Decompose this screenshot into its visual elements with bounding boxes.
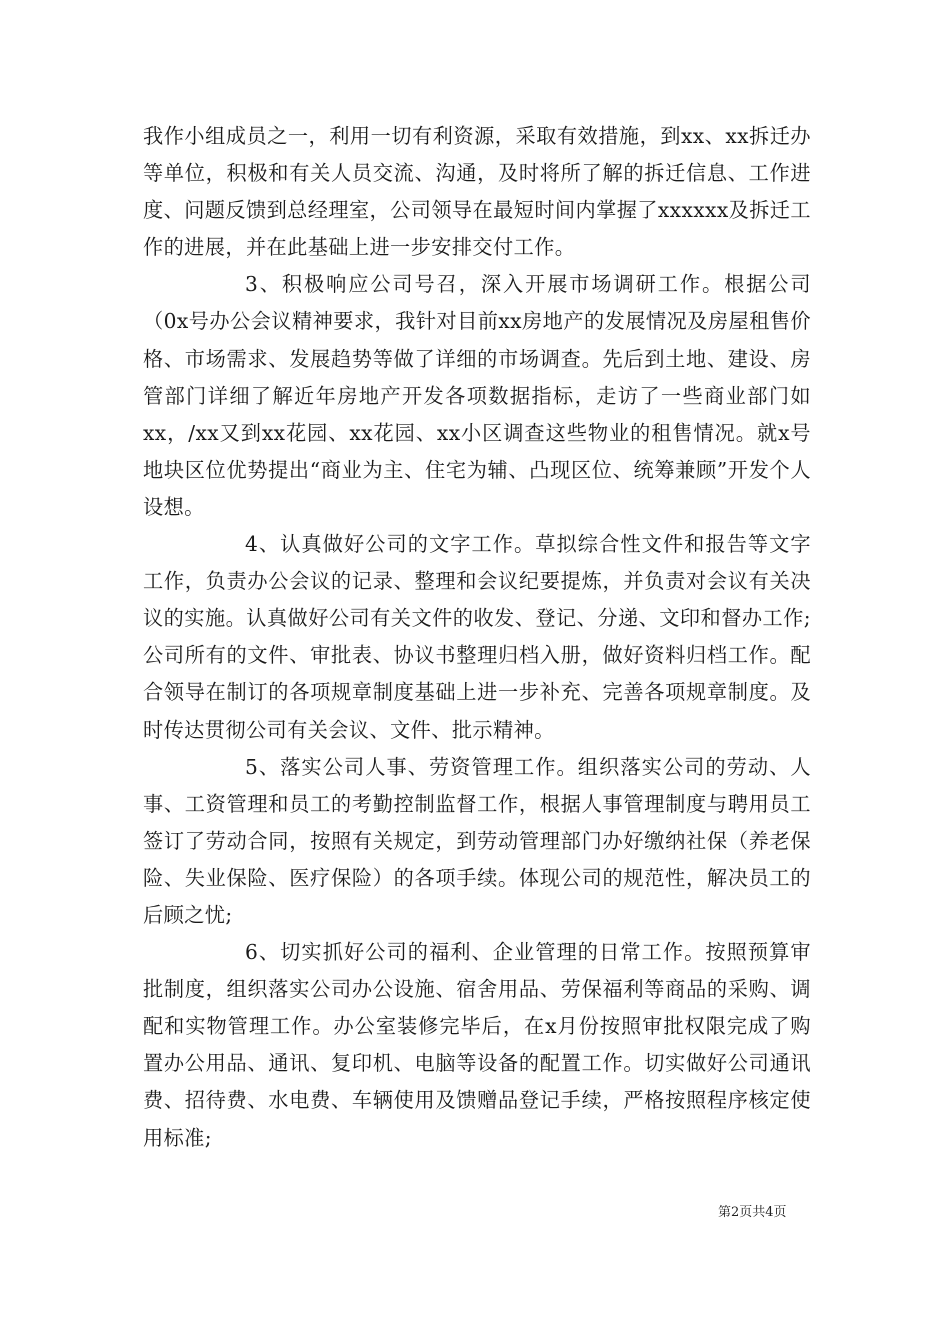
paragraph-item-6: 6、切实抓好公司的福利、企业管理的日常工作。按照预算审批制度，组织落实公司办公设施、宿舍用品、劳保福利等商品的采购、调配和实物管理工作。办公室装修完毕后，在x月份按照审批权限完成了购置办公用品、通讯、复印机、电脑等设备的配置工作。切实做好公司通讯费、招待费、水电费、车辆使用及馈赠品登记手续，严格按照程序核定使用标准; (143, 940, 811, 1150)
page-number-footer: 第2页共4页 (718, 1205, 787, 1220)
paragraph-item-4: 4、认真做好公司的文字工作。草拟综合性文件和报告等文字工作，负责办公会议的记录、整理和会议纪要提炼，并负责对会议有关决议的实施。认真做好公司有关文件的收发、登记、分递、文印和督办工作;公司所有的文件、审批表、协议书整理归档入册，做好资料归档工作。配合领导在制订的各项规章制度基础上进一步补充、完善各项规章制度。及时传达贯彻公司有关会议、文件、批示精神。 (143, 532, 811, 742)
document-body (143, 118, 811, 1157)
paragraph-continuation: 我作小组成员之一，利用一切有利资源，采取有效措施，到xx、xx拆迁办等单位，积极和有关人员交流、沟通，及时将所了解的拆迁信息、工作进度、问题反馈到总经理室，公司领导在最短时间内掌握了xxxxxx及拆迁工作的进展，并在此基础上进一步安排交付工作。 (143, 124, 811, 260)
paragraph-item-5: 5、落实公司人事、劳资管理工作。组织落实公司的劳动、人事、工资管理和员工的考勤控制监督工作，根据人事管理制度与聘用员工签订了劳动合同，按照有关规定，到劳动管理部门办好缴纳社保（养老保险、失业保险、医疗保险）的各项手续。体现公司的规范性，解决员工的后顾之忧; (143, 754, 811, 927)
paragraph-item-3: 3、积极响应公司号召，深入开展市场调研工作。根据公司（0x号办公会议精神要求，我针对目前xx房地产的发展情况及房屋租售价格、市场需求、发展趋势等做了详细的市场调查。先后到土地、建设、房管部门详细了解近年房地产开发各项数据指标，走访了一些商业部门如xx，/xx又到xx花园、xx花园、xx小区调查这些物业的租售情况。就x号地块区位优势提出“商业为主、住宅为辅、凸现区位、统筹兼顾”开发个人设想。 (143, 272, 811, 519)
